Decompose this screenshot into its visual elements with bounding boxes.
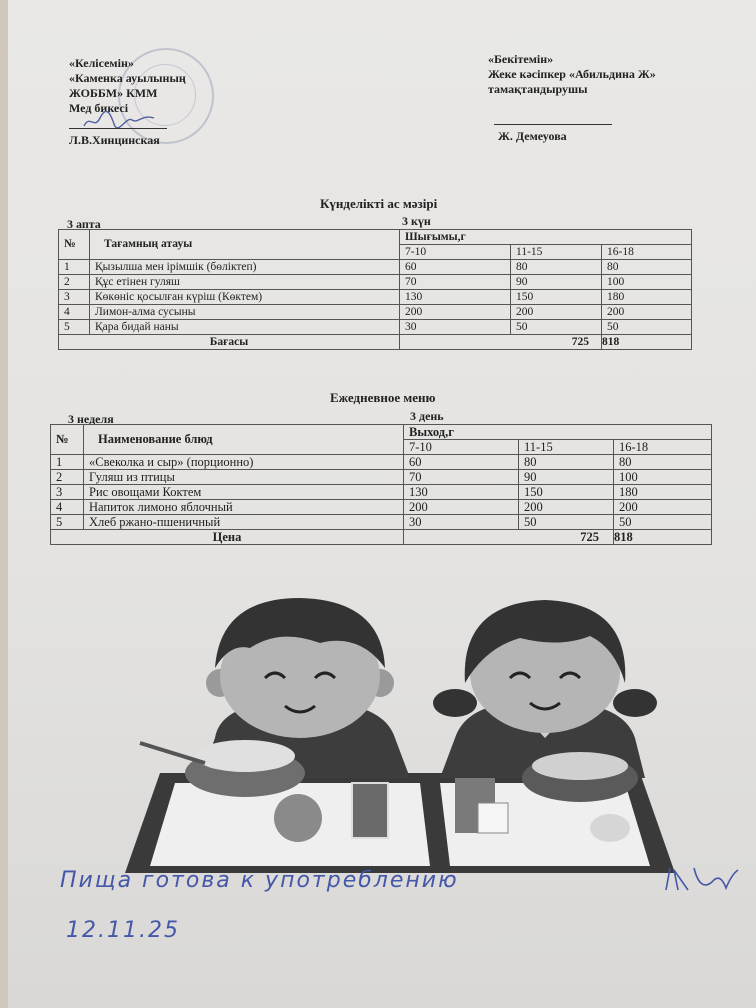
dish-name: Қара бидай наны xyxy=(90,320,400,335)
portion-7-10: 70 xyxy=(404,470,519,485)
dish-name: Рис овощами Коктем xyxy=(84,485,404,500)
row-no: 5 xyxy=(51,515,84,530)
kz-price-label: Бағасы xyxy=(59,335,400,350)
kz-menu-title: Күнделікті ас мәзірі xyxy=(320,196,438,211)
portion-11-15: 80 xyxy=(519,455,614,470)
table-row xyxy=(59,275,692,290)
row-no: 3 xyxy=(51,485,84,500)
portion-7-10: 70 xyxy=(400,275,511,290)
table-row xyxy=(51,515,712,530)
approval-left-line3: ЖОББМ» КММ xyxy=(69,86,158,100)
table-row xyxy=(59,305,692,320)
table-row xyxy=(59,260,692,275)
kz-age-1: 7-10 xyxy=(400,245,511,260)
portion-16-18: 180 xyxy=(602,290,692,305)
row-no: 2 xyxy=(59,275,90,290)
portion-16-18: 180 xyxy=(614,485,712,500)
row-no: 5 xyxy=(59,320,90,335)
row-no: 1 xyxy=(51,455,84,470)
approval-left-line1: «Келісемін» xyxy=(69,56,134,70)
ru-price-2: 818 xyxy=(614,530,712,545)
handwritten-note: Пища готова к употреблению xyxy=(60,868,459,893)
portion-7-10: 200 xyxy=(400,305,511,320)
signature-line-left xyxy=(69,128,167,129)
kz-week: 3 апта xyxy=(67,217,101,231)
kz-price-2: 818 xyxy=(602,335,692,350)
kz-header-row xyxy=(59,230,692,245)
portion-7-10: 30 xyxy=(404,515,519,530)
portion-16-18: 100 xyxy=(614,470,712,485)
portion-16-18: 50 xyxy=(614,515,712,530)
portion-11-15: 150 xyxy=(519,485,614,500)
table-row xyxy=(51,470,712,485)
table-row xyxy=(59,320,692,335)
signature-line-right xyxy=(494,124,612,125)
portion-16-18: 80 xyxy=(614,455,712,470)
portion-11-15: 200 xyxy=(519,500,614,515)
row-no: 2 xyxy=(51,470,84,485)
row-no: 4 xyxy=(59,305,90,320)
table-row xyxy=(51,455,712,470)
ru-price-1: 725 xyxy=(404,530,614,545)
dish-name: Гуляш из птицы xyxy=(84,470,404,485)
row-no: 1 xyxy=(59,260,90,275)
kz-menu-table xyxy=(58,229,692,350)
approver-left-name: Л.В.Хинцинская xyxy=(69,133,160,147)
portion-11-15: 50 xyxy=(511,320,602,335)
ru-age-2: 11-15 xyxy=(519,440,614,455)
approval-right-line3: тамақтандырушы xyxy=(488,82,588,96)
dish-name: Құс етінен гуляш xyxy=(90,275,400,290)
children-eating-illustration xyxy=(120,588,680,888)
ru-age-3: 16-18 xyxy=(614,440,712,455)
dish-name: Хлеб ржано-пшеничный xyxy=(84,515,404,530)
dish-name: Лимон-алма сусыны xyxy=(90,305,400,320)
kz-col-no: № xyxy=(59,230,90,260)
approver-right-name: Ж. Демеуова xyxy=(498,129,567,143)
kz-col-output: Шығымы,г xyxy=(400,230,692,245)
approval-left-line2: «Каменка ауылының xyxy=(69,71,186,85)
ru-day: 3 день xyxy=(410,409,444,423)
ru-week: 3 неделя xyxy=(68,412,114,426)
portion-16-18: 100 xyxy=(602,275,692,290)
table-row xyxy=(59,290,692,305)
handwritten-date: 12.11.25 xyxy=(66,918,180,943)
ru-col-output: Выход,г xyxy=(404,425,712,440)
approval-right-line2: Жеке кәсіпкер «Абильдина Ж» xyxy=(488,67,656,81)
row-no: 4 xyxy=(51,500,84,515)
dish-name: «Свеколка и сыр» (порционно) xyxy=(84,455,404,470)
portion-16-18: 200 xyxy=(602,305,692,320)
portion-16-18: 50 xyxy=(602,320,692,335)
table-row xyxy=(51,500,712,515)
dish-name: Қызылша мен ірімшік (бөліктеп) xyxy=(90,260,400,275)
ru-col-no: № xyxy=(51,425,84,455)
dish-name: Напиток лимоно яблочный xyxy=(84,500,404,515)
kz-age-3: 16-18 xyxy=(602,245,692,260)
portion-7-10: 130 xyxy=(400,290,511,305)
ru-col-name: Наименование блюд xyxy=(84,425,404,455)
signature-handwritten xyxy=(660,862,742,896)
portion-11-15: 80 xyxy=(511,260,602,275)
ru-header-row xyxy=(51,425,712,440)
portion-7-10: 60 xyxy=(404,455,519,470)
portion-7-10: 200 xyxy=(404,500,519,515)
ru-menu-table xyxy=(50,424,712,545)
ru-price-label: Цена xyxy=(51,530,404,545)
kz-price-1: 725 xyxy=(400,335,602,350)
portion-7-10: 60 xyxy=(400,260,511,275)
ru-menu-title: Ежедневное меню xyxy=(330,390,436,405)
kz-col-name: Тағамның атауы xyxy=(90,230,400,260)
approval-right-line1: «Бекітемін» xyxy=(488,52,554,66)
dish-name: Көкөніс қосылған күріш (Көктем) xyxy=(90,290,400,305)
portion-11-15: 150 xyxy=(511,290,602,305)
kz-day: 3 күн xyxy=(402,214,431,228)
kz-price-row xyxy=(59,335,692,350)
portion-16-18: 80 xyxy=(602,260,692,275)
portion-11-15: 90 xyxy=(511,275,602,290)
approval-block-left xyxy=(69,56,186,116)
ru-age-1: 7-10 xyxy=(404,440,519,455)
kz-age-2: 11-15 xyxy=(511,245,602,260)
portion-11-15: 50 xyxy=(519,515,614,530)
approval-block-right xyxy=(488,52,656,97)
ru-price-row xyxy=(51,530,712,545)
portion-7-10: 30 xyxy=(400,320,511,335)
portion-16-18: 200 xyxy=(614,500,712,515)
portion-11-15: 200 xyxy=(511,305,602,320)
approval-left-line4: Мед бикесі xyxy=(69,101,129,115)
row-no: 3 xyxy=(59,290,90,305)
portion-11-15: 90 xyxy=(519,470,614,485)
table-row xyxy=(51,485,712,500)
portion-7-10: 130 xyxy=(404,485,519,500)
